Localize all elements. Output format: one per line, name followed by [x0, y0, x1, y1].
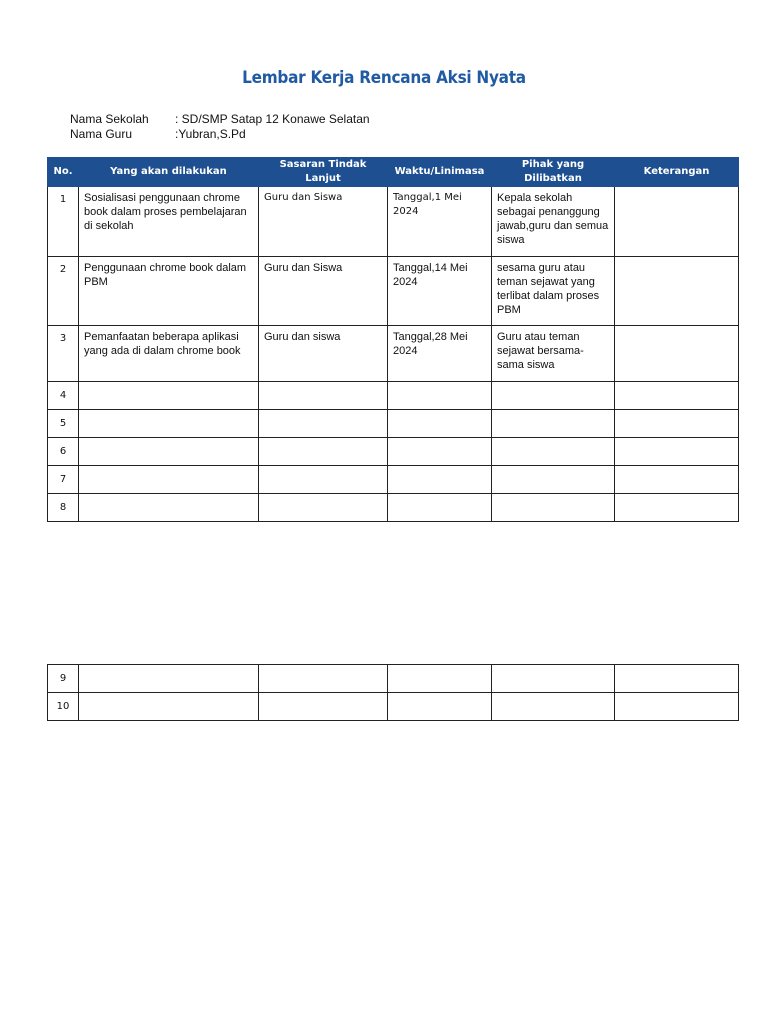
cell-note — [615, 382, 739, 410]
cell-target — [259, 693, 388, 721]
cell-time — [388, 693, 492, 721]
cell-no: 6 — [48, 438, 79, 466]
teacher-row — [70, 127, 370, 142]
cell-no: 10 — [48, 693, 79, 721]
header-note: Keterangan — [615, 158, 739, 187]
header-target: Sasaran Tindak Lanjut — [259, 158, 388, 187]
cell-action — [79, 466, 259, 494]
cell-time — [388, 466, 492, 494]
cell-party — [492, 382, 615, 410]
cell-no: 2 — [48, 257, 79, 326]
cell-time: Tanggal,1 Mei 2024 — [388, 187, 492, 257]
table-row — [48, 382, 739, 410]
cell-action — [79, 693, 259, 721]
cell-target: Guru dan siswa — [259, 326, 388, 382]
cell-party — [492, 693, 615, 721]
table-header-row — [48, 158, 739, 187]
cell-note — [615, 438, 739, 466]
cell-party: sesama guru atau teman sejawat yang terlibat dalam proses PBM — [492, 257, 615, 326]
cell-action — [79, 410, 259, 438]
cell-action: Penggunaan chrome book dalam PBM — [79, 257, 259, 326]
cell-note — [615, 410, 739, 438]
cell-target: Guru dan Siswa — [259, 257, 388, 326]
cell-target — [259, 438, 388, 466]
table-row — [48, 466, 739, 494]
table-row — [48, 693, 739, 721]
cell-no: 4 — [48, 382, 79, 410]
cell-time: Tanggal,28 Mei 2024 — [388, 326, 492, 382]
cell-party — [492, 438, 615, 466]
identity-block — [70, 112, 370, 142]
cell-note — [615, 326, 739, 382]
table-row — [48, 257, 739, 326]
table-row — [48, 326, 739, 382]
cell-no: 8 — [48, 494, 79, 522]
cell-time — [388, 665, 492, 693]
cell-target — [259, 382, 388, 410]
cell-party: Kepala sekolah sebagai penanggung jawab,guru dan semua siswa — [492, 187, 615, 257]
cell-target — [259, 665, 388, 693]
cell-action — [79, 382, 259, 410]
cell-party — [492, 494, 615, 522]
cell-note — [615, 257, 739, 326]
cell-no: 7 — [48, 466, 79, 494]
cell-no: 3 — [48, 326, 79, 382]
table-row — [48, 438, 739, 466]
cell-action: Sosialisasi penggunaan chrome book dalam proses pembelajaran di sekolah — [79, 187, 259, 257]
table-row — [48, 665, 739, 693]
cell-note — [615, 466, 739, 494]
table-row — [48, 494, 739, 522]
cell-action: Pemanfaatan beberapa aplikasi yang ada di dalam chrome book — [79, 326, 259, 382]
cell-no: 1 — [48, 187, 79, 257]
cell-party — [492, 665, 615, 693]
cell-party: Guru atau teman sejawat bersama-sama siswa — [492, 326, 615, 382]
cell-note — [615, 665, 739, 693]
cell-no: 9 — [48, 665, 79, 693]
cell-note — [615, 693, 739, 721]
school-row — [70, 112, 370, 127]
school-value: : SD/SMP Satap 12 Konawe Selatan — [175, 112, 370, 126]
cell-target — [259, 410, 388, 438]
header-time: Waktu/Linimasa — [388, 158, 492, 187]
cell-action — [79, 665, 259, 693]
cell-time: Tanggal,14 Mei 2024 — [388, 257, 492, 326]
teacher-label: Nama Guru — [70, 127, 133, 141]
cell-target — [259, 494, 388, 522]
cell-action — [79, 438, 259, 466]
school-label: Nama Sekolah — [70, 112, 149, 126]
cell-note — [615, 187, 739, 257]
cell-no: 5 — [48, 410, 79, 438]
cell-target — [259, 466, 388, 494]
page-title: Lembar Kerja Rencana Aksi Nyata — [242, 68, 526, 88]
cell-action — [79, 494, 259, 522]
cell-target: Guru dan Siswa — [259, 187, 388, 257]
action-plan-table-continued — [47, 664, 739, 721]
cell-party — [492, 466, 615, 494]
cell-time — [388, 494, 492, 522]
cell-time — [388, 382, 492, 410]
action-plan-table — [47, 157, 739, 522]
table-row — [48, 410, 739, 438]
header-action: Yang akan dilakukan — [79, 158, 259, 187]
header-party: Pihak yang Dilibatkan — [492, 158, 615, 187]
table-row — [48, 187, 739, 257]
cell-time — [388, 410, 492, 438]
header-no: No. — [48, 158, 79, 187]
cell-time — [388, 438, 492, 466]
cell-party — [492, 410, 615, 438]
cell-note — [615, 494, 739, 522]
teacher-value: :Yubran,S.Pd — [175, 127, 246, 141]
